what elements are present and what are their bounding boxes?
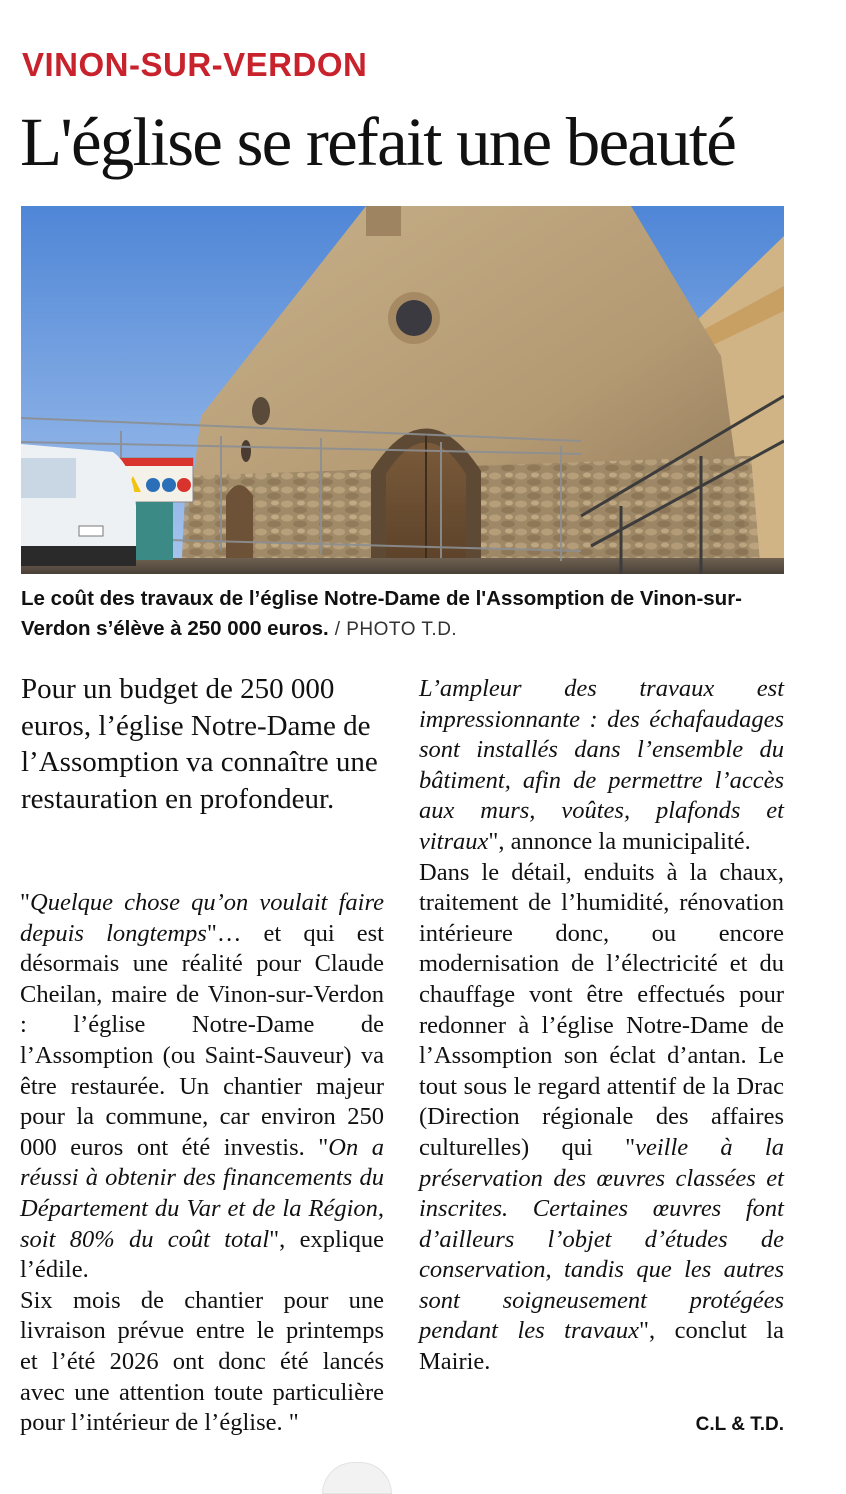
church-photo-icon: [21, 206, 784, 574]
scroll-handle[interactable]: [322, 1462, 392, 1494]
body-paragraph-2-continued: [419, 674, 784, 858]
body-text: ", conclut la Mairie.: [419, 1317, 784, 1376]
body-column-right: [419, 674, 784, 1378]
body-text: ", annonce la municipalité.: [488, 827, 751, 855]
photo-caption: [21, 584, 801, 645]
caption-text: Le coût des travaux de l’église Notre-Dame de l'Assomption de Vinon-sur-Verdon s’élève à 250 000 euros.: [21, 587, 743, 640]
body-text: Six mois de chantier pour une livraison prévue entre le printemps et l’été 2026 ont donc été lancés avec une attention toute particulière pour l’intérieur de l’église. ": [20, 1286, 384, 1437]
article-headline: L'église se refait une beauté: [20, 104, 736, 180]
body-quote: On a réussi à obtenir des financements du Département du Var et de la Région, soit 80% du coût total: [20, 1133, 384, 1253]
body-paragraph-2: [20, 1286, 384, 1439]
body-paragraph-1: [20, 888, 384, 1286]
body-text: ": [20, 889, 31, 916]
article-photo: [21, 206, 784, 574]
body-text: Dans le détail, enduits à la chaux, traitement de l’humidité, rénovation intérieure donc, ou encore modernisation de l’électricité et du chauffage vont être effectués pour redonner à l’église Notre-Dame de l’Assomption son éclat d’antan. Le tout sous le regard attentif de la Drac (Direction régionale des affaires culturelles) qui ": [419, 858, 784, 1161]
body-column-left: [20, 888, 384, 1439]
body-quote: L’ampleur des travaux est impressionnante : des échafaudages sont installés dans l’ensemble du bâtiment, afin de permettre l’accès aux murs, voûtes, plafonds et vitraux: [419, 675, 784, 855]
body-text: "… et qui est désormais une réalité pour Claude Cheilan, maire de Vinon-sur-Verdon : l’église Notre-Dame de l’Assomption (ou Saint-Sauveur) va être restaurée. Un chantier majeur pour la commune, car environ 250 000 euros ont été investis. ": [20, 919, 384, 1161]
article-kicker: VINON-SUR-VERDON: [22, 46, 368, 83]
body-quote: Quelque chose qu’on voulait faire depuis longtemps: [20, 889, 384, 947]
body-text: ", explique l’édile.: [20, 1225, 384, 1284]
body-quote: veille à la préservation des œuvres classées et inscrites. Certaines œuvres font d’ailleurs l’objet d’études de conservation, tandis que les autres sont soigneusement protégées pendant les travaux: [419, 1133, 784, 1345]
photo-credit: / PHOTO T.D.: [334, 619, 458, 640]
article-lead: Pour un budget de 250 000 euros, l’église Notre-Dame de l’Assomption va connaître une restauration en profondeur.: [21, 673, 378, 815]
body-paragraph-3: [419, 858, 784, 1378]
article-signature: C.L & T.D.: [695, 1414, 784, 1435]
